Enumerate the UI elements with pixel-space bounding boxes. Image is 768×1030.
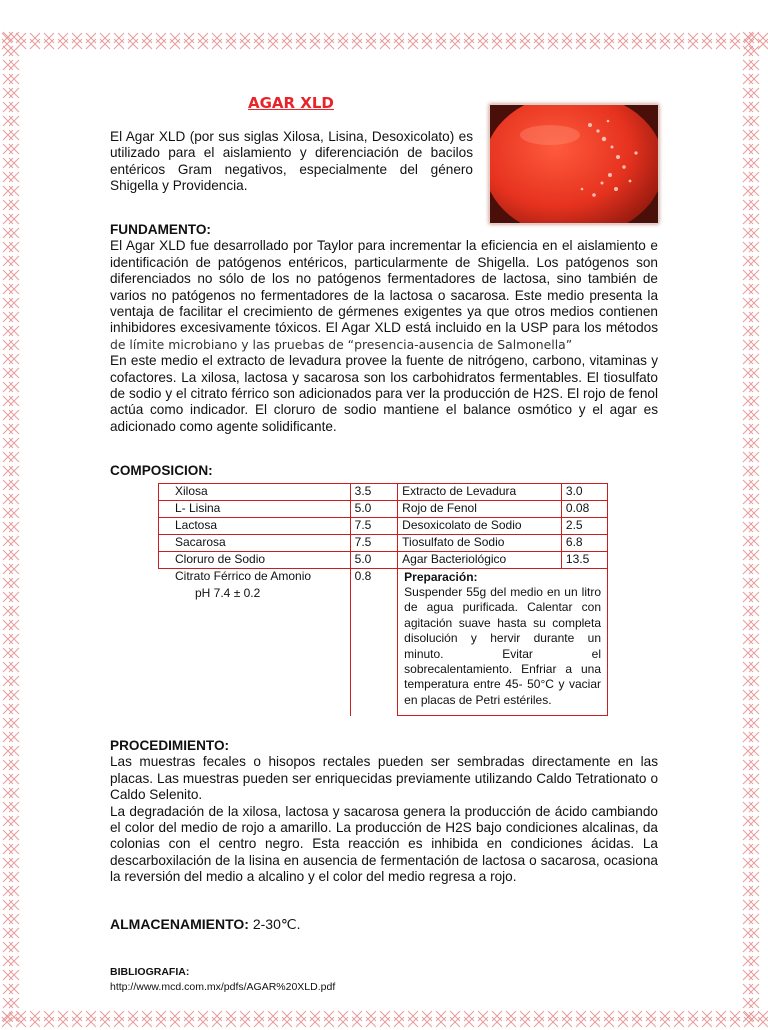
ingredient-name: Tiosulfato de Sodio: [398, 535, 562, 552]
almacenamiento-line: [110, 916, 301, 933]
ingredient-name: Cloruro de Sodio: [159, 552, 351, 569]
ingredient-value: 3.5: [350, 484, 397, 501]
ingredient-name: Citrato Férrico de Amonio: [175, 569, 312, 583]
procedimiento-paragraph-2: La degradación de la xilosa, lactosa y sacarosa genera la producción de ácido cambiando el color del medio de rojo a amarillo. La producción de H2S bajo condiciones alcalinas, da colonias con el centro negro. Esta reacción es inhibida en condiciones ácidas. La descarboxilación de la lisina en ausencia de fermentación de lactosa o sacarosa, ocasiona la reversión del medio a alcalino y el color del medio regresa a rojo.: [110, 803, 658, 885]
table-row: [159, 535, 608, 552]
ingredient-cell-last: [159, 569, 351, 716]
almacenamiento-heading: ALMACENAMIENTO:: [110, 916, 249, 932]
procedimiento-section: [110, 738, 658, 886]
ingredient-value: 5.0: [350, 552, 397, 569]
ingredient-name: Desoxicolato de Sodio: [398, 518, 562, 535]
fundamento-paragraph-1: [110, 238, 658, 353]
fundamento-section: [110, 222, 658, 435]
ingredient-name: Xilosa: [159, 484, 351, 501]
ingredient-name: Lactosa: [159, 518, 351, 535]
ingredient-value: 2.5: [561, 518, 607, 535]
ingredient-value: 3.0: [561, 484, 607, 501]
page-title: AGAR XLD: [248, 94, 334, 112]
composicion-heading: COMPOSICION:: [110, 463, 213, 478]
agar-plate-photo: [489, 104, 659, 224]
intro-paragraph: El Agar XLD (por sus siglas Xilosa, Lisina, Desoxicolato) es utilizado para el aislamiento y diferenciación de bacilos entéricos Gram negativos, especialmente del género Shigella y Providencia.: [110, 129, 473, 194]
ingredient-name: Extracto de Levadura: [398, 484, 562, 501]
bibliografia-link[interactable]: http://www.mcd.com.mx/pdfs/AGAR%20XLD.pdf: [110, 981, 336, 993]
procedimiento-heading: PROCEDIMIENTO:: [110, 738, 230, 753]
ingredient-name: Sacarosa: [159, 535, 351, 552]
fundamento-text-1-continued: de límite microbiano y las pruebas de “presencia-ausencia de Salmonella”: [110, 336, 573, 352]
preparation-heading: Preparación:: [404, 570, 478, 584]
composition-table: [158, 483, 608, 716]
ph-value: pH 7.4 ± 0.2: [195, 586, 261, 600]
ingredient-value: 6.8: [561, 535, 607, 552]
table-row: [159, 501, 608, 518]
ingredient-value: 13.5: [561, 552, 607, 569]
procedimiento-paragraph-1: Las muestras fecales o hisopos rectales pueden ser sembradas directamente en las placas. Las muestras pueden ser enriquecidas previamente utilizando Caldo Tetrationato o Caldo Selenito.: [110, 754, 658, 803]
preparation-text: Suspender 55g del medio en un litro de agua purificada. Calentar con agitación suave hasta su completa disolución y hervir durante un minuto. Evitar el sobrecalentamiento. Enfriar a una temperatura entre 45- 50°C y vaciar en placas de Petri estériles.: [404, 585, 601, 707]
fundamento-paragraph-2: En este medio el extracto de levadura provee la fuente de nitrógeno, carbono, vitaminas y cofactores. La xilosa, lactosa y sacarosa son los carbohidratos fermentables. El tiosulfato de sodio y el citrato férrico son adicionados para ver la producción de H2S. El rojo de fenol actúa como indicador. El cloruro de sodio mantiene el balance osmótico y el agar es adicionado como agente solidificante.: [110, 353, 658, 434]
preparation-cell: [398, 569, 608, 716]
table-row: [159, 569, 608, 716]
ingredient-name: Rojo de Fenol: [398, 501, 562, 518]
ingredient-value: 7.5: [350, 535, 397, 552]
table-row: [159, 518, 608, 535]
ingredient-name: Agar Bacteriológico: [398, 552, 562, 569]
ingredient-name: L- Lisina: [159, 501, 351, 518]
ingredient-value: 0.8: [350, 569, 397, 716]
ingredient-value: 0.08: [561, 501, 607, 518]
fundamento-text-1: El Agar XLD fue desarrollado por Taylor para incrementar la eficiencia en el aislamiento e identificación de patógenos entéricos, particularmente de Shigella. Los patógenos son diferenciados no sólo de los no patógenos fermentadores de lactosa, sino también de varios no patógenos no fermentadores de la lactosa o sacarosa. Este medio presenta la ventaja de facilitar el crecimiento de gérmenes exigentes ya que otros medios contienen inhibidores excesivamente tóxicos. El Agar XLD está incluido en la USP para los métodos: [110, 238, 658, 336]
ingredient-value: 5.0: [350, 501, 397, 518]
fundamento-heading: FUNDAMENTO:: [110, 222, 211, 237]
almacenamiento-value: 2-30℃.: [252, 916, 301, 932]
table-row: [159, 484, 608, 501]
table-row: [159, 552, 608, 569]
bibliografia-heading: BIBLIOGRAFIA:: [110, 966, 190, 978]
ingredient-value: 7.5: [350, 518, 397, 535]
